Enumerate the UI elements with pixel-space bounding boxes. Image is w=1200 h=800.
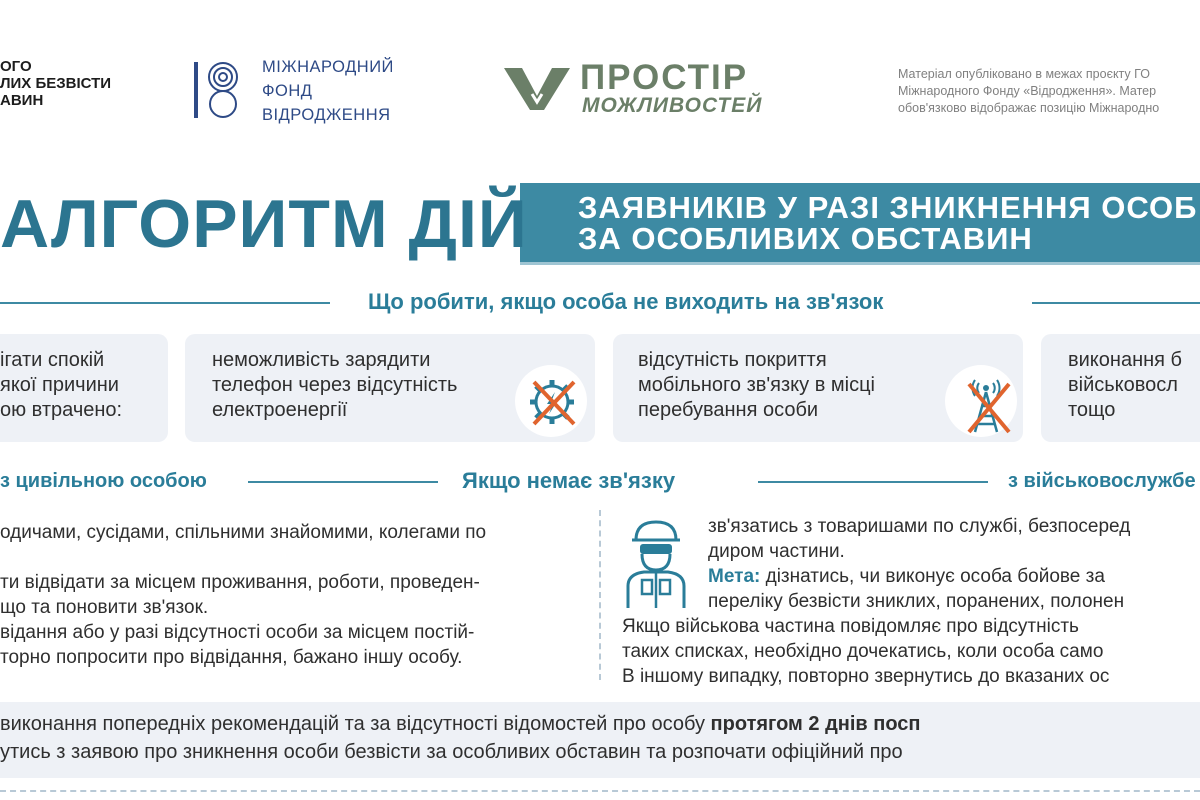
card-line: неможливість зарядити xyxy=(212,349,431,371)
column-divider xyxy=(599,510,601,680)
disclaimer-text xyxy=(898,66,1200,117)
card-line: якої причини xyxy=(0,374,119,396)
bottom-line-1-text: виконання попередніх рекомендацій та за відсутності відомостей про особу xyxy=(0,713,711,735)
page-subtitle xyxy=(578,192,1197,254)
military-followup-line: таких списках, необхідно дочекатись, коли особа само xyxy=(622,641,1104,662)
reason-card-no-signal-text xyxy=(638,348,875,423)
bottom-divider xyxy=(0,790,1200,792)
subtitle-line: ЗАЯВНИКІВ У РАЗІ ЗНИКНЕННЯ ОСОБ xyxy=(578,190,1198,225)
civilian-step-line: що та поновити зв'язок. xyxy=(0,597,209,618)
irf-logo-text xyxy=(262,55,394,127)
no-signal-tower-icon xyxy=(955,370,1017,436)
bottom-line-1 xyxy=(0,710,921,738)
disclaimer-line: обов'язково відображає позицію Міжнародно xyxy=(898,101,1160,115)
card-line: військовосл xyxy=(1068,374,1178,396)
military-followup xyxy=(622,614,1109,689)
civilian-step-line: відання або у разі відсутності особи за місцем постій- xyxy=(0,622,475,643)
section-heading-no-connection: Якщо немає зв'язку xyxy=(462,468,676,493)
reason-card-service-text xyxy=(1068,348,1182,423)
card-line: електроенергії xyxy=(212,399,348,421)
civilian-steps xyxy=(0,520,486,670)
reason-card-intro-text xyxy=(0,348,122,423)
soldier-icon xyxy=(622,518,690,610)
prostir-logo-icon xyxy=(502,64,572,112)
card-line: відсутність покриття xyxy=(638,349,827,371)
divider-line xyxy=(248,481,438,483)
irf-line: МІЖНАРОДНИЙ xyxy=(262,58,394,76)
bottom-line-1-bold: протягом 2 днів посп xyxy=(710,713,921,735)
irf-logo-icon xyxy=(193,60,241,120)
irf-line: ВІДРОДЖЕННЯ xyxy=(262,106,391,124)
military-followup-line: В іншому випадку, повторно звернутись до вказаних ос xyxy=(622,666,1110,687)
page-title: АЛГОРИТМ ДІЙ xyxy=(0,186,528,262)
prostir-logo-title: ПРОСТІР xyxy=(580,58,749,97)
org1-line: ЛИХ БЕЗВІСТИ xyxy=(0,75,112,92)
reason-card-no-power-text xyxy=(212,348,457,423)
military-steps xyxy=(708,514,1130,614)
civilian-step-line: торно попросити про відвідання, бажано іншу особу. xyxy=(0,647,463,668)
subtitle-line: ЗА ОСОБЛИВИХ ОБСТАВИН xyxy=(578,221,1033,256)
partner-org-logo-text xyxy=(0,58,111,109)
civilian-step-line: ти відвідати за місцем проживання, роботи, проведен- xyxy=(0,572,480,593)
civilian-label: з цивільною особою xyxy=(0,470,207,492)
civilian-step-line: одичами, сусідами, спільними знайомими, колегами по xyxy=(0,522,487,543)
military-step-line: диром частини. xyxy=(708,541,845,562)
card-line: телефон через відсутність xyxy=(212,374,458,396)
card-line: перебування особи xyxy=(638,399,819,421)
goal-text: дізнатись, чи виконує особа бойове за xyxy=(760,566,1105,587)
goal-line xyxy=(708,564,1130,589)
goal-label: Мета: xyxy=(708,566,761,587)
bottom-note-text xyxy=(0,710,921,766)
military-step-line: зв'язатись з товаришами по службі, безпосеред xyxy=(708,516,1131,537)
divider-line xyxy=(0,302,330,304)
card-line: виконання б xyxy=(1068,349,1182,371)
disclaimer-line: Міжнародного Фонду «Відродження». Матер xyxy=(898,84,1157,98)
military-label: з військовослужбе xyxy=(1008,470,1196,492)
card-line: ігати спокій xyxy=(0,349,105,371)
org1-line: ОГО xyxy=(0,58,32,75)
no-power-gear-icon xyxy=(522,370,584,432)
goal-continuation: переліку безвісти зниклих, поранених, полонен xyxy=(708,591,1125,612)
section-heading-no-contact: Що робити, якщо особа не виходить на зв'язок xyxy=(368,289,884,314)
disclaimer-line: Матеріал опубліковано в межах проєкту ГО xyxy=(898,67,1150,81)
military-followup-line: Якщо військова частина повідомляє про відсутність xyxy=(622,616,1079,637)
civilian-step-line xyxy=(0,545,486,570)
card-line: тощо xyxy=(1068,399,1116,421)
card-line: ою втрачено: xyxy=(0,399,123,421)
bottom-line-2: утись з заявою про зникнення особи безвісти за особливих обставин та розпочати офіційний про xyxy=(0,741,903,763)
card-line: мобільного зв'язку в місці xyxy=(638,374,875,396)
prostir-logo-subtitle: МОЖЛИВОСТЕЙ xyxy=(582,94,763,117)
irf-line: ФОНД xyxy=(262,82,313,100)
divider-line xyxy=(1032,302,1200,304)
divider-line xyxy=(758,481,988,483)
org1-line: АВИН xyxy=(0,92,44,109)
